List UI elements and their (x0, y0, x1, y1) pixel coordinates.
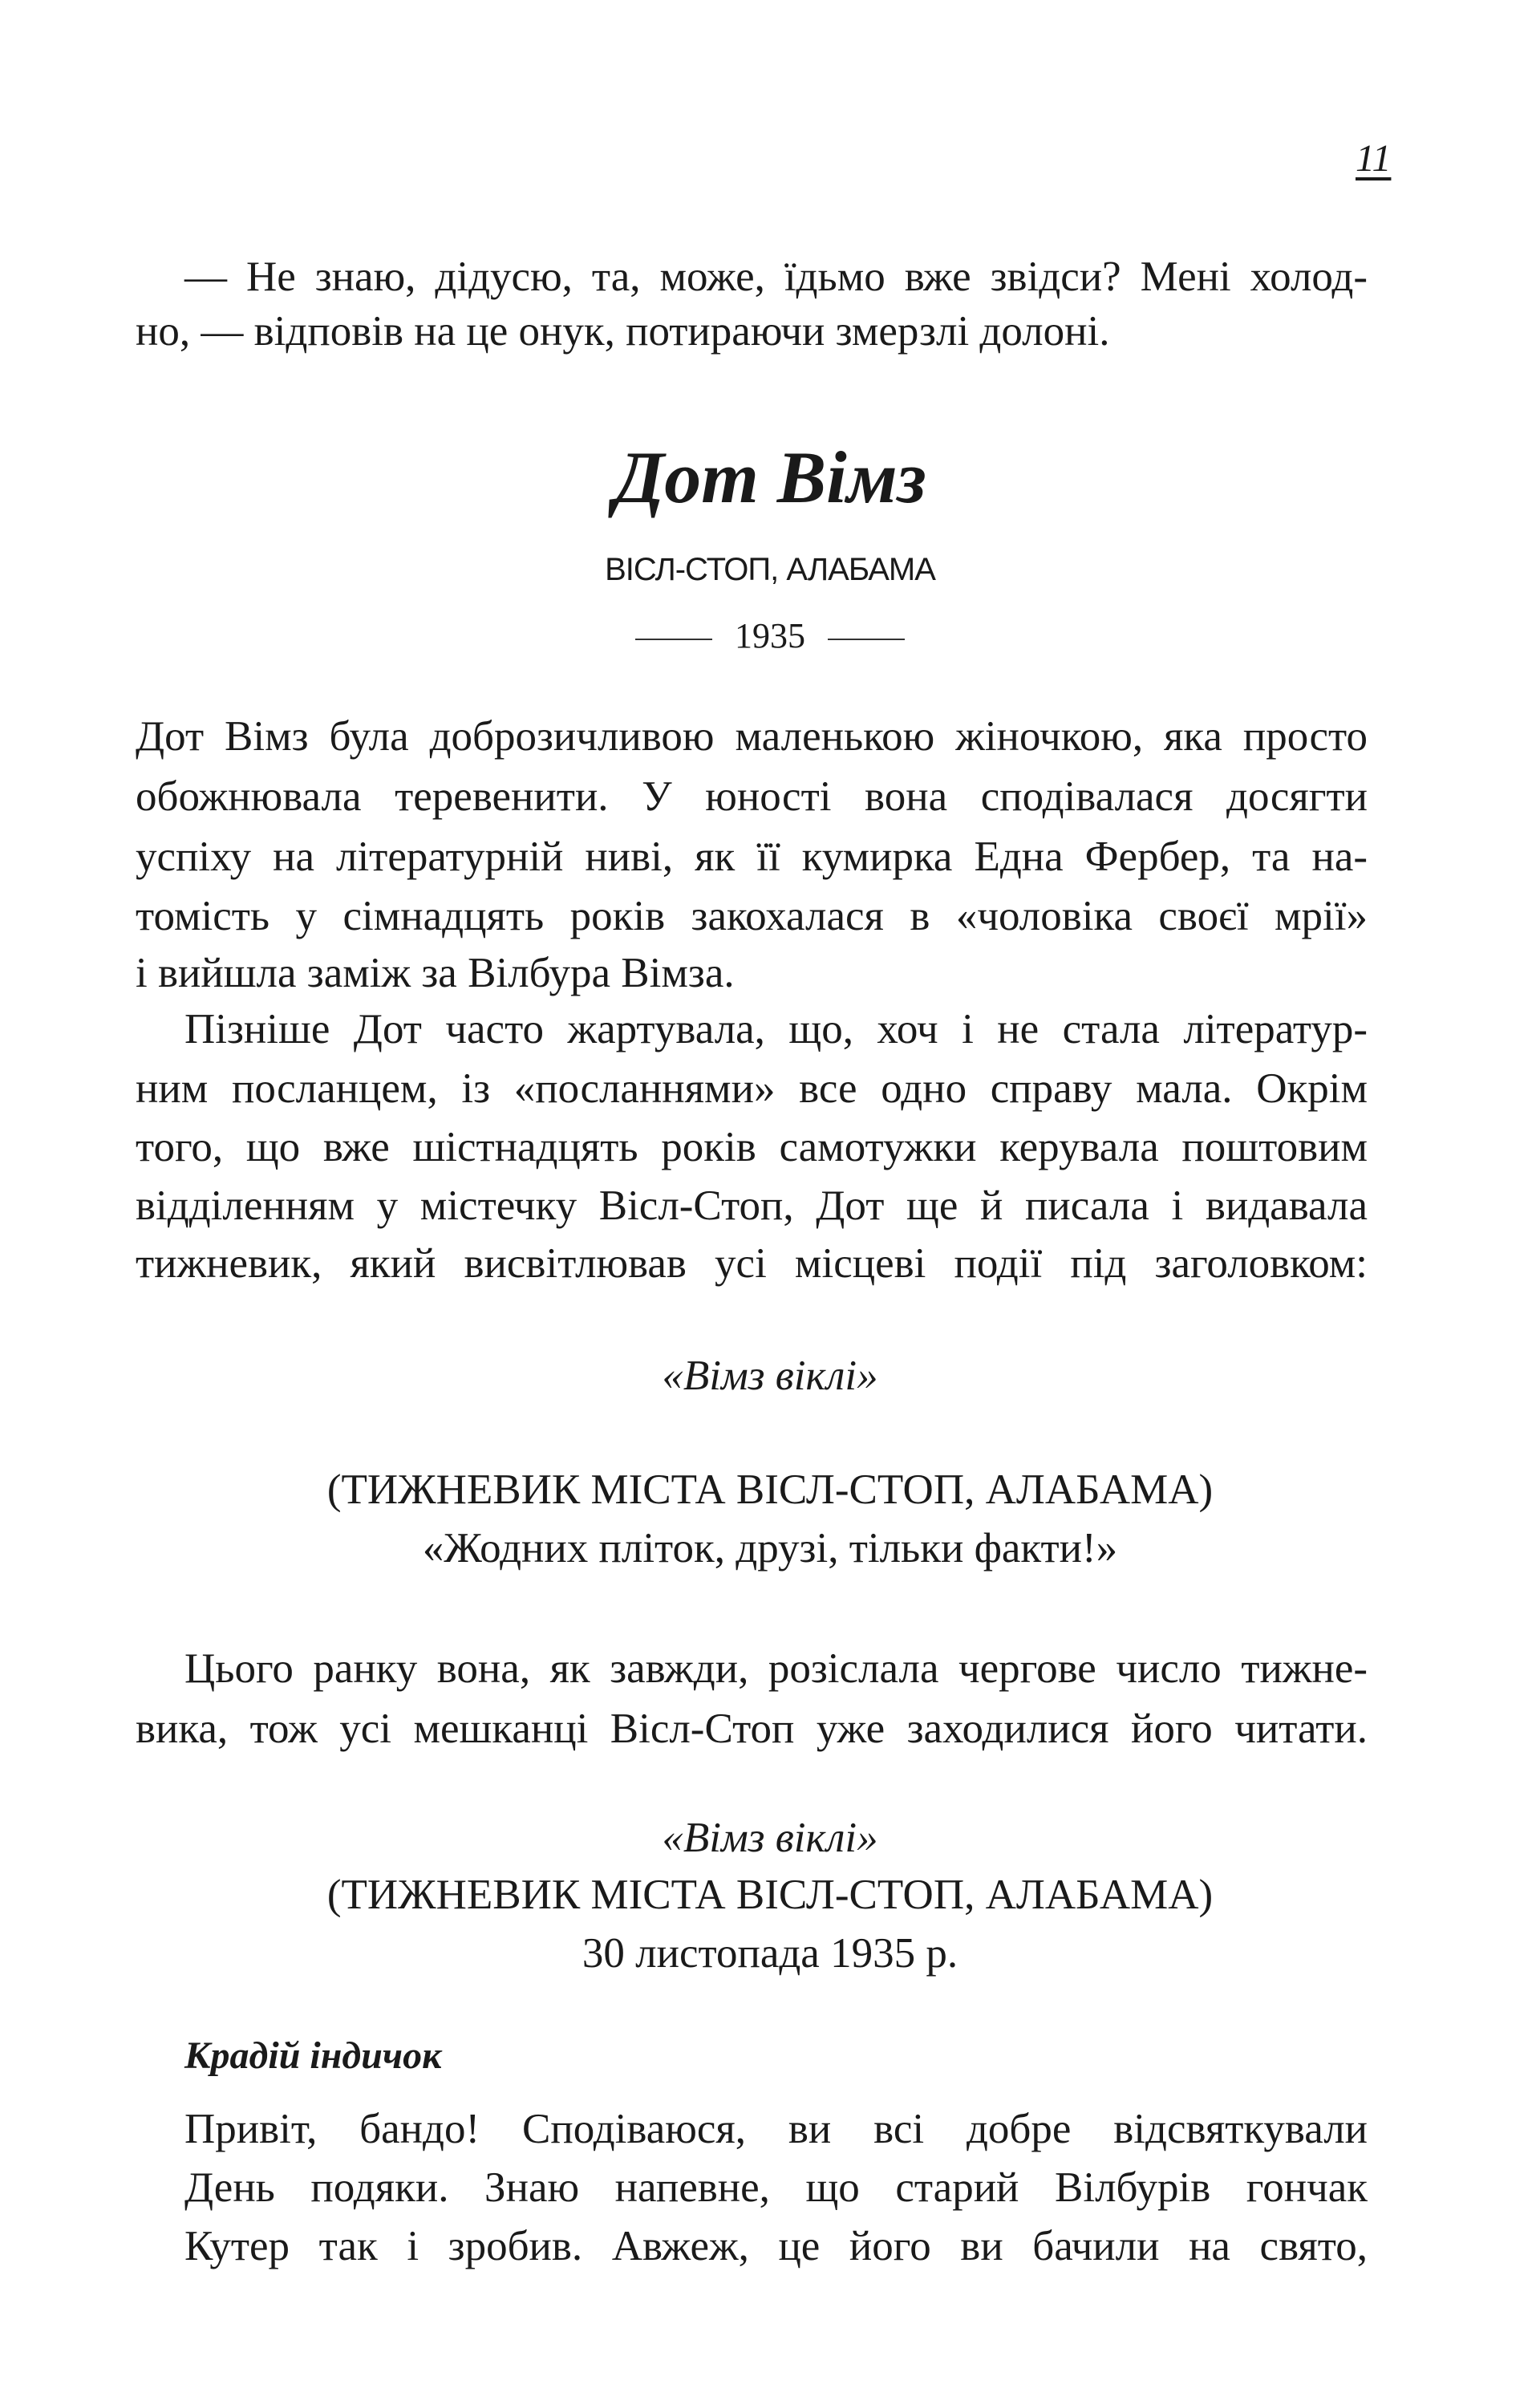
text-line: День подяки. Знаю напевне, що старий Вілбурів гончак (184, 2164, 1368, 2211)
divider (828, 639, 905, 640)
chapter-place: ВІСЛ-СТОП, АЛАБАМА (605, 552, 935, 587)
text-line: обожнювала теревенити. У юності вона сподівалася досягти (136, 773, 1368, 820)
page-number: 11 (1356, 137, 1392, 180)
text-line: но, — відповів на це онук, потираючи змерзлі долоні. (136, 308, 1110, 355)
year-text: 1935 (735, 616, 805, 655)
newspaper-subtitle: (ТИЖНЕВИК МІСТА ВІСЛ-СТОП, АЛАБАМА) (326, 1466, 1214, 1513)
chapter-title: Дот Вімз (614, 436, 926, 518)
text-line: тижневик, який висвітлював усі місцеві події під заголовком: (136, 1240, 1368, 1287)
newspaper-name: «Вімз віклі» (662, 1815, 878, 1861)
text-line: того, що вже шістнадцять років самотужки керувала поштовим (136, 1124, 1368, 1170)
chapter-year (0, 614, 1540, 658)
divider (635, 639, 712, 640)
newspaper-subtitle: (ТИЖНЕВИК МІСТА ВІСЛ-СТОП, АЛАБАМА) (326, 1872, 1214, 1918)
text-line: Пізніше Дот часто жартувала, що, хоч і не стала літератур- (184, 1006, 1368, 1052)
newspaper-date: 30 листопада 1935 р. (582, 1930, 958, 1977)
newspaper-name: «Вімз віклі» (662, 1353, 878, 1399)
text-line: Цього ранку вона, як завжди, розіслала чергове число тижне- (184, 1645, 1368, 1692)
text-line: Привіт, бандо! Сподіваюся, ви всі добре відсвяткували (184, 2106, 1368, 2152)
newspaper-motto: «Жодних пліток, друзі, тільки факти!» (422, 1525, 1118, 1572)
article-heading: Крадій індичок (184, 2034, 442, 2077)
text-line: томість у сімнадцять років закохалася в «чоловіка своєї мрії» (136, 893, 1368, 939)
text-line: Дот Вімз була доброзичливою маленькою жіночкою, яка просто (136, 713, 1368, 760)
text-line: Кутер так і зробив. Авжеж, це його ви бачили на свято, (184, 2223, 1368, 2269)
text-line: — Не знаю, дідусю, та, може, їдьмо вже звідси? Мені холод- (184, 253, 1368, 300)
text-line: і вийшла заміж за Вілбура Вімза. (136, 950, 735, 996)
text-line: вика, тож усі мешканці Вісл-Стоп уже заходилися його читати. (136, 1705, 1368, 1752)
text-line: відділенням у містечку Вісл-Стоп, Дот ще й писала і видавала (136, 1182, 1368, 1229)
text-line: успіху на літературній ниві, як її кумирка Една Фербер, та на- (136, 833, 1368, 880)
text-line: ним посланцем, із «посланнями» все одно справу мала. Окрім (136, 1065, 1368, 1112)
